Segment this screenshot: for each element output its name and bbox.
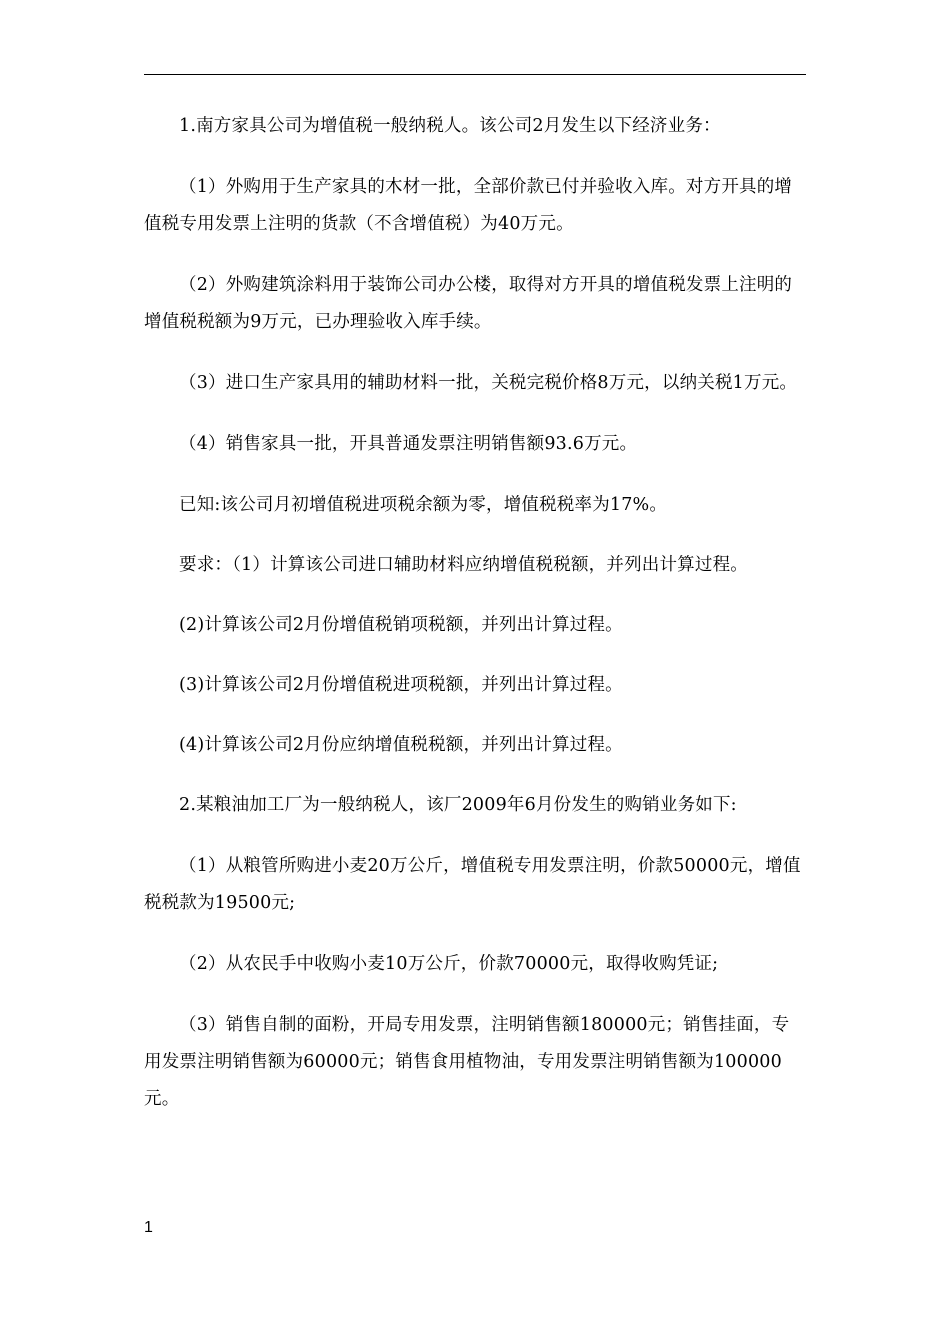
paragraph-q2-intro: 2.某粮油加工厂为一般纳税人，该厂2009年6月份发生的购销业务如下:	[179, 795, 737, 815]
paragraph-q1-intro: 1.南方家具公司为增值税一般纳税人。该公司2月发生以下经济业务：	[179, 116, 721, 136]
paragraph-q1-requirement-1: 要求：（1）计算该公司进口辅助材料应纳增值税税额，并列出计算过程。	[179, 555, 748, 575]
paragraph-q1-item-2: （2）外购建筑涂料用于装饰公司办公楼，取得对方开具的增值税发票上注明的增值税税额为9万元，已办理验收入库手续。	[144, 275, 793, 332]
paragraph-q1-requirement-3: (3)计算该公司2月份增值税进项税额，并列出计算过程。	[179, 675, 623, 695]
page-number: 1	[144, 1219, 153, 1236]
header-rule	[144, 74, 806, 75]
document-body	[144, 108, 806, 1142]
paragraph-q1-requirement-4: (4)计算该公司2月份应纳增值税税额，并列出计算过程。	[179, 735, 623, 755]
paragraph-q2-item-3: （3）销售自制的面粉，开局专用发票，注明销售额180000元；销售挂面，专用发票注明销售额为60000元；销售食用植物油，专用发票注明销售额为100000元。	[144, 1015, 790, 1109]
paragraph-q1-requirement-2: (2)计算该公司2月份增值税销项税额，并列出计算过程。	[179, 615, 623, 635]
paragraph-q1-item-1: （1）外购用于生产家具的木材一批，全部价款已付并验收入库。对方开具的增值税专用发票上注明的货款（不含增值税）为40万元。	[144, 177, 793, 234]
paragraph-q2-item-1: （1）从粮管所购进小麦20万公斤，增值税专用发票注明，价款50000元，增值税税款为19500元;	[144, 856, 801, 913]
paragraph-q1-known: 已知:该公司月初增值税进项税余额为零，增值税税率为17%。	[179, 495, 668, 515]
paragraph-q1-item-4: （4）销售家具一批，开具普通发票注明销售额93.6万元。	[179, 434, 638, 454]
paragraph-q1-item-3: （3）进口生产家具用的辅助材料一批，关税完税价格8万元，以纳关税1万元。	[179, 373, 798, 393]
paragraph-q2-item-2: （2）从农民手中收购小麦10万公斤，价款70000元，取得收购凭证;	[179, 954, 719, 974]
